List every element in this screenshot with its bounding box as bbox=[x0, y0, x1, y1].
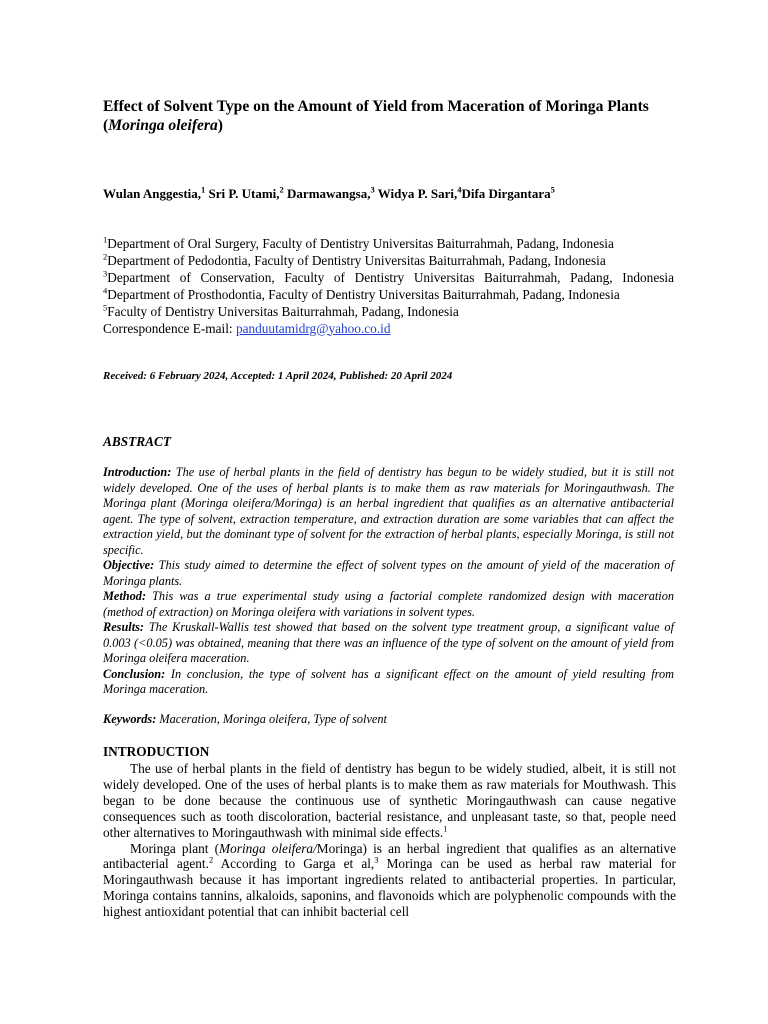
affiliations bbox=[103, 236, 674, 337]
species-name: Moringa oleifera/ bbox=[219, 840, 317, 856]
abstract-text: This was a true experimental study using a factorial complete randomized design with maceration (method of extraction) on Moringa oleifera with variations in solvent types. bbox=[103, 589, 674, 619]
affiliation-2 bbox=[103, 253, 674, 270]
author-ref: 5 bbox=[550, 184, 555, 195]
paragraph-text: Moringa) is an herbal ingredient that qualifies as an alternative antibacterial agent. bbox=[103, 840, 677, 872]
abstract-text: This study aimed to determine the effect of solvent types on the amount of yield of the maceration of Moringa plants. bbox=[103, 558, 674, 588]
introduction-heading: INTRODUCTION bbox=[103, 744, 210, 759]
title-close: ) bbox=[217, 117, 223, 134]
introduction-paragraph-1 bbox=[103, 761, 676, 841]
author-ref: 4 bbox=[457, 184, 462, 195]
introduction-body bbox=[103, 761, 676, 920]
paragraph-text: According to Garga et al, bbox=[213, 856, 375, 872]
affiliation-5 bbox=[103, 304, 674, 321]
affiliation-text: Department of Oral Surgery, Faculty of Dentistry Universitas Baiturrahmah, Padang, Indonesia bbox=[107, 236, 614, 251]
affiliation-1 bbox=[103, 236, 674, 253]
abstract-label: Introduction: bbox=[103, 465, 172, 479]
citation-ref: 3 bbox=[374, 855, 379, 866]
title-species: Moringa oleifera bbox=[108, 117, 218, 134]
abstract-text: In conclusion, the type of solvent has a significant effect on the amount of yield resulting from Moringa maceration. bbox=[103, 666, 674, 696]
abstract-results bbox=[103, 620, 674, 667]
introduction-paragraph-2 bbox=[103, 841, 676, 921]
author-name: Widya P. Sari, bbox=[374, 186, 458, 201]
keywords-text: Maceration, Moringa oleifera, Type of solvent bbox=[156, 712, 387, 726]
affiliation-ref: 3 bbox=[103, 268, 108, 279]
abstract bbox=[103, 465, 674, 698]
author-name: Sri P. Utami, bbox=[205, 186, 280, 201]
affiliation-text: Department of Pedodontia, Faculty of Dentistry Universitas Baiturrahmah, Padang, Indonesia bbox=[107, 252, 606, 268]
paragraph-text: Moringa can be used as herbal raw material for Moringauthwash because it has important ingredients related to antibacterial properties. In particular, Moringa contains tannins, alkaloids, saponins, and flavonoids which are polyphenolic compounds with the highest antioxidant potential that can inhibit bacterial cell bbox=[103, 856, 676, 920]
author-list bbox=[103, 186, 683, 202]
title-text: Effect of Solvent Type on the Amount of Yield from Maceration of Moringa Plants ( bbox=[103, 98, 649, 134]
abstract-label: Method: bbox=[103, 589, 147, 603]
publication-dates: Received: 6 February 2024, Accepted: 1 April 2024, Published: 20 April 2024 bbox=[103, 370, 453, 382]
abstract-conclusion bbox=[103, 667, 674, 698]
correspondence-separator: : bbox=[228, 320, 236, 336]
paragraph-text: Moringa plant ( bbox=[130, 840, 220, 856]
correspondence-email-link[interactable]: panduutamidrg@yahoo.co.id bbox=[235, 320, 391, 336]
abstract-method bbox=[103, 589, 674, 620]
affiliation-text: Department of Conservation, Faculty of Dentistry Universitas Baiturrahmah, Padang, Indonesia bbox=[107, 269, 674, 285]
affiliation-3-4 bbox=[103, 270, 674, 304]
affiliation-text: Faculty of Dentistry Universitas Baiturrahmah, Padang, Indonesia bbox=[107, 303, 459, 319]
affiliation-text: Department of Prosthodontia, Faculty of Dentistry Universitas Baiturrahmah, Padang, Indonesia bbox=[107, 286, 620, 302]
abstract-text: The use of herbal plants in the field of dentistry has begun to be widely studied, but it is still not widely developed. One of the uses of herbal plants is to make them as raw materials for Moringauthwash. The Moringa plant (Moringa oleifera/Moringa) is an herbal ingredient that qualifies as an alternative antibacterial agent. The type of solvent, extraction temperature, and extraction duration are some variables that can affect the extraction yield, but the dominant type of solvent for the extraction of herbal plants, especially Moringa, is still not specific. bbox=[103, 465, 674, 557]
article-title bbox=[103, 97, 683, 135]
author-name: Darmawangsa, bbox=[283, 186, 371, 201]
affiliation-ref: 5 bbox=[103, 302, 108, 313]
abstract-introduction bbox=[103, 465, 674, 558]
citation-ref: 2 bbox=[208, 855, 214, 866]
author-ref: 1 bbox=[201, 184, 206, 195]
abstract-objective bbox=[103, 558, 674, 589]
author-name: Difa Dirgantara bbox=[461, 186, 551, 201]
citation-ref: 1 bbox=[443, 823, 448, 834]
author-ref: 2 bbox=[279, 184, 284, 195]
affiliation-ref: 2 bbox=[103, 251, 108, 262]
affiliation-ref: 1 bbox=[103, 234, 108, 245]
abstract-label: Conclusion: bbox=[103, 666, 166, 681]
correspondence bbox=[103, 321, 674, 338]
correspondence-label: Correspondence E-mail bbox=[103, 320, 229, 336]
paragraph-text: The use of herbal plants in the field of dentistry has begun to be widely studied, albeit, it is still not widely developed. One of the uses of herbal plants is to make them as raw materials for Mouthwash. This began to be done because the continuous use of synthetic Moringauthwash can cause negative consequences such as tooth discoloration, bacterial resistance, and unpleasant taste, so that, people need other alternatives to Moringauthwash with minimal side effects. bbox=[103, 761, 676, 840]
author-name: Wulan Anggestia, bbox=[103, 186, 202, 201]
abstract-label: Results: bbox=[103, 620, 144, 634]
abstract-text: The Kruskall-Wallis test showed that based on the solvent type treatment group, a significant value of 0.003 (<0.05) was obtained, meaning that there was an influence of the type of solvent on the amount of yield from Moringa oleifera maceration. bbox=[103, 620, 674, 665]
author-ref: 3 bbox=[370, 184, 375, 195]
abstract-heading: ABSTRACT bbox=[103, 434, 171, 449]
keywords bbox=[103, 712, 674, 727]
affiliation-ref: 4 bbox=[103, 285, 108, 296]
keywords-label: Keywords: bbox=[103, 712, 157, 726]
abstract-label: Objective: bbox=[103, 558, 155, 572]
